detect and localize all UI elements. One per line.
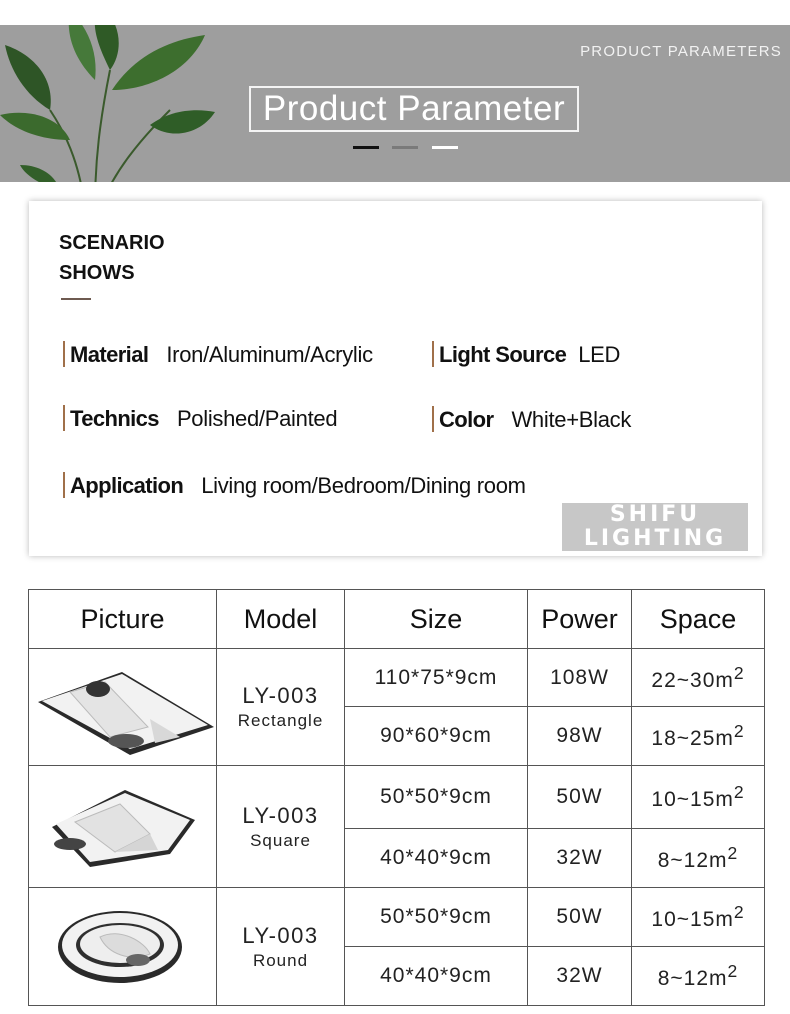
power-cell: 98W (528, 707, 632, 766)
size-cell: 40*40*9cm (345, 947, 528, 1006)
scenario-line-2: SHOWS (59, 262, 135, 284)
power-cell: 32W (528, 947, 632, 1006)
size-cell: 50*50*9cm (345, 766, 528, 829)
power-cell: 50W (528, 888, 632, 947)
size-cell: 90*60*9cm (345, 707, 528, 766)
space-unit-exponent: 2 (733, 782, 745, 802)
space-value: 22~30m (651, 668, 734, 692)
header-power: Power (528, 590, 632, 649)
spec-label: Color (439, 407, 494, 432)
carousel-indicators (353, 146, 463, 150)
spec-card (29, 201, 762, 556)
spec-material (63, 341, 373, 369)
space-value: 8~12m (657, 967, 728, 990)
rectangle-lamp-icon (30, 657, 216, 757)
space-cell (632, 649, 765, 707)
spec-color (432, 406, 631, 434)
brand-logo (562, 503, 748, 551)
header-space: Space (632, 590, 765, 649)
table-row (29, 888, 765, 947)
banner-title: Product Parameter (249, 86, 579, 132)
header-model: Model (217, 590, 345, 649)
spec-value: Iron/Aluminum/Acrylic (166, 342, 373, 367)
space-unit-exponent: 2 (733, 662, 745, 683)
spec-technics (63, 405, 337, 433)
spec-label: Material (70, 342, 149, 367)
spec-light-source (432, 341, 620, 369)
indicator-1[interactable] (353, 146, 379, 149)
power-cell: 32W (528, 829, 632, 888)
spec-label: Light Source (439, 342, 567, 367)
logo-line-2: LIGHTING (583, 526, 727, 551)
table-row (29, 649, 765, 707)
space-value: 10~15m (651, 908, 734, 931)
space-value: 18~25m (651, 727, 734, 750)
model-cell (217, 888, 345, 1006)
picture-cell (29, 649, 217, 766)
size-cell: 110*75*9cm (345, 649, 528, 707)
space-cell (632, 947, 765, 1006)
spec-label: Technics (70, 406, 159, 431)
power-cell: 50W (528, 766, 632, 829)
parameter-table (28, 589, 765, 1006)
size-cell: 40*40*9cm (345, 829, 528, 888)
spec-value: LED (578, 342, 621, 367)
space-cell (632, 707, 765, 766)
space-cell (632, 829, 765, 888)
table-header-row (29, 590, 765, 649)
spec-value: Polished/Painted (176, 406, 338, 431)
scenario-heading (59, 228, 165, 288)
spec-label: Application (70, 473, 184, 498)
model-cell (217, 766, 345, 888)
model-cell (217, 649, 345, 766)
table-row (29, 766, 765, 829)
space-value: 10~15m (651, 788, 734, 811)
spec-value: White+Black (511, 407, 632, 432)
indicator-2[interactable] (392, 146, 418, 149)
spec-value: Living room/Bedroom/Dining room (201, 473, 526, 498)
indicator-3[interactable] (432, 146, 458, 149)
power-cell: 108W (528, 649, 632, 707)
spec-bar (63, 341, 65, 367)
model-name: LY-003 (242, 683, 319, 708)
model-shape: Square (250, 830, 311, 850)
heading-underline (61, 298, 91, 300)
space-unit-exponent: 2 (733, 902, 745, 922)
model-shape: Round (252, 950, 309, 970)
spec-bar (63, 405, 65, 431)
banner (0, 25, 790, 182)
scenario-line-1: SCENARIO (59, 232, 165, 254)
space-cell (632, 888, 765, 947)
picture-cell (29, 888, 217, 1006)
model-name: LY-003 (242, 922, 319, 948)
square-lamp-icon (30, 772, 216, 882)
space-value: 8~12m (657, 849, 728, 872)
spec-bar (432, 406, 434, 432)
space-unit-exponent: 2 (727, 843, 739, 863)
round-lamp-icon (30, 892, 216, 1002)
space-unit-exponent: 2 (727, 961, 739, 981)
header-picture: Picture (29, 590, 217, 649)
space-cell (632, 766, 765, 829)
model-shape: Rectangle (237, 711, 324, 730)
size-cell: 50*50*9cm (345, 888, 528, 947)
spec-bar (432, 341, 434, 367)
model-name: LY-003 (242, 802, 319, 828)
spec-bar (63, 472, 65, 498)
banner-subtitle: PRODUCT PARAMETERS (580, 43, 782, 60)
spec-application (63, 472, 526, 500)
space-unit-exponent: 2 (733, 721, 745, 741)
picture-cell (29, 766, 217, 888)
logo-line-1: SHIFU (609, 502, 701, 527)
header-size: Size (345, 590, 528, 649)
plant-decoration-icon (0, 25, 215, 182)
